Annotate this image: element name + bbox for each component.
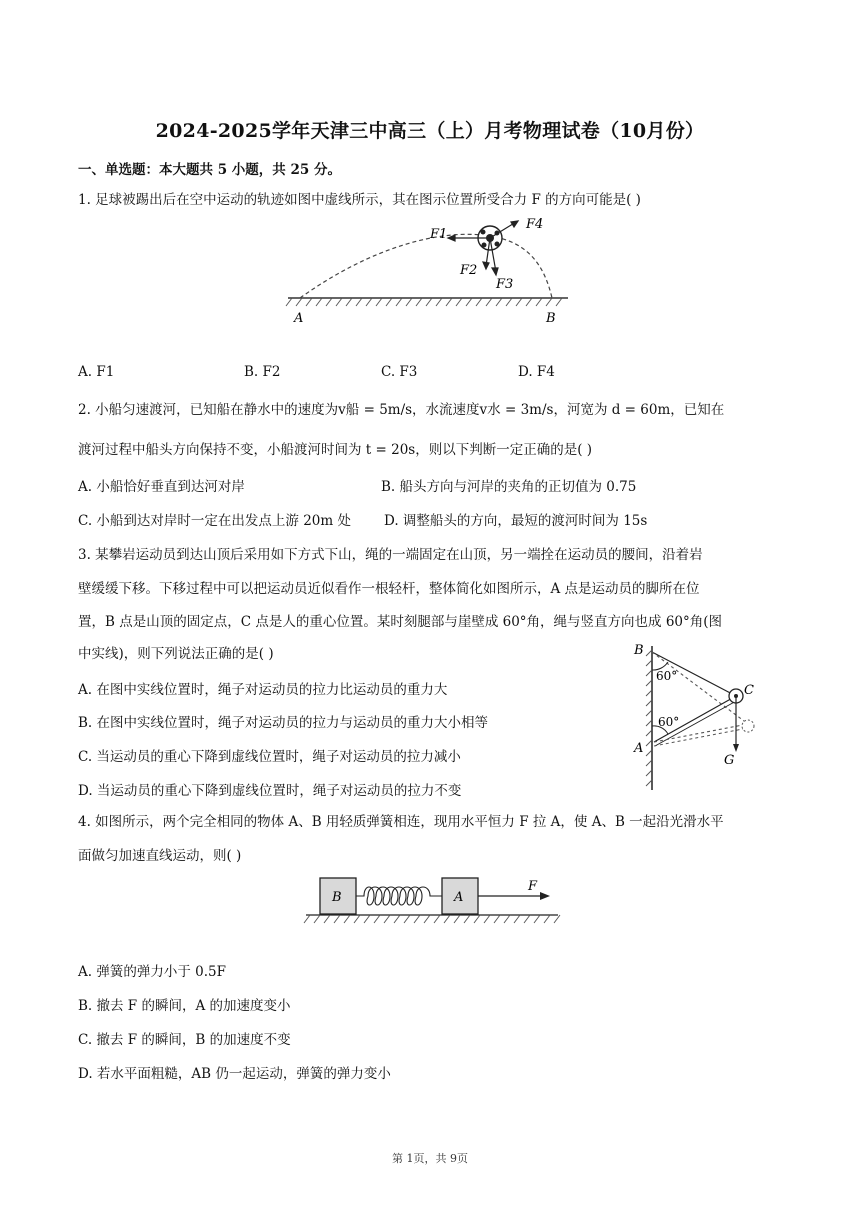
q3-option-d: D. 当运动员的重心下降到虚线位置时，绳子对运动员的拉力不变: [78, 783, 462, 799]
q4-option-d: D. 若水平面粗糙，AB 仍一起运动，弹簧的弹力变小: [78, 1066, 391, 1082]
label-f2: F2: [460, 263, 478, 278]
label-block-b: B: [332, 890, 342, 905]
label-f4: F4: [526, 217, 544, 232]
q1-stem: 1. 足球被踢出后在空中运动的轨迹如图中虚线所示，其在图示位置所受合力 F 的方向可能是( ): [78, 192, 641, 208]
center-of-mass-dashed-icon: [742, 720, 754, 732]
q4-option-c: C. 撤去 F 的瞬间，B 的加速度不变: [78, 1032, 291, 1048]
q3-climber-figure: [628, 640, 768, 795]
q3-line3: 置，B 点是山顶的固定点，C 点是人的重心位置。某时刻腿部与崖壁成 60°角，绳与竖直方向也成 60°角(图: [78, 614, 723, 630]
q4-line2: 面做匀加速直线运动，则( ): [78, 848, 242, 864]
q4-option-a: A. 弹簧的弹力小于 0.5F: [78, 964, 226, 980]
q2-option-c: C. 小船到达对岸时一定在出发点上游 20m 处: [78, 513, 351, 529]
q4-option-b: B. 撤去 F 的瞬间，A 的加速度变小: [78, 998, 291, 1014]
q1-option-c: C. F3: [381, 364, 418, 380]
spring-icon: [356, 887, 442, 905]
q3-option-c: C. 当运动员的重心下降到虚线位置时，绳子对运动员的拉力减小: [78, 749, 461, 765]
label-g: G: [724, 753, 735, 768]
rope-dashed: [652, 652, 748, 724]
trajectory-dashed: [300, 234, 552, 298]
q2-line1: 2. 小船匀速渡河，已知船在静水中的速度为v船 = 5m/s，水流速度v水 = 3m/s，河宽为 d = 60m，已知在: [78, 402, 725, 418]
cliff-wall: [646, 646, 652, 790]
q1-option-b: B. F2: [244, 364, 281, 380]
label-b: B: [546, 311, 556, 326]
page-footer: 第 1页，共 9页: [392, 1152, 468, 1165]
label-f1: F1: [430, 227, 448, 242]
label-c: C: [744, 683, 754, 698]
q2-option-a: A. 小船恰好垂直到达河对岸: [78, 479, 245, 495]
q1-football-figure: [280, 208, 580, 328]
label-f: F: [528, 879, 538, 894]
q1-option-a: A. F1: [78, 364, 115, 380]
q1-option-d: D. F4: [518, 364, 555, 380]
q2-line2: 渡河过程中船头方向保持不变，小船渡河时间为 t = 20s，则以下判断一定正确的是( ): [78, 442, 593, 458]
label-a: A: [294, 311, 304, 326]
q4-spring-figure: [302, 872, 562, 928]
q3-line4: 中实线)，则下列说法正确的是( ): [78, 646, 274, 662]
label-angle-bottom: 60°: [658, 715, 680, 729]
label-a: A: [634, 741, 644, 756]
ground: [286, 298, 568, 306]
label-block-a: A: [454, 890, 464, 905]
q4-line1: 4. 如图所示，两个完全相同的物体 A、B 用轻质弹簧相连，现用水平恒力 F 拉 A，使 A、B 一起沿光滑水平: [78, 814, 724, 830]
label-b: B: [634, 643, 644, 658]
label-f3: F3: [496, 277, 514, 292]
section-heading: 一、单选题：本大题共 5 小题，共 25 分。: [78, 162, 341, 178]
q3-option-b: B. 在图中实线位置时，绳子对运动员的拉力与运动员的重力大小相等: [78, 715, 489, 731]
q3-line2: 壁缓缓下移。下移过程中可以把运动员近似看作一根轻杆，整体简化如图所示，A 点是运动员的脚所在位: [78, 581, 700, 597]
q2-option-d: D. 调整船头的方向，最短的渡河时间为 15s: [384, 513, 648, 529]
q2-option-b: B. 船头方向与河岸的夹角的正切值为 0.75: [381, 479, 637, 495]
page-title: 2024-2025学年天津三中高三（上）月考物理试卷（10月份）: [155, 120, 705, 142]
q3-line1: 3. 某攀岩运动员到达山顶后采用如下方式下山，绳的一端固定在山顶，另一端拴在运动员的腰间，沿着岩: [78, 547, 703, 563]
q3-option-a: A. 在图中实线位置时，绳子对运动员的拉力比运动员的重力大: [78, 682, 448, 698]
body-dashed-2: [654, 728, 748, 746]
label-angle-top: 60°: [656, 669, 678, 683]
